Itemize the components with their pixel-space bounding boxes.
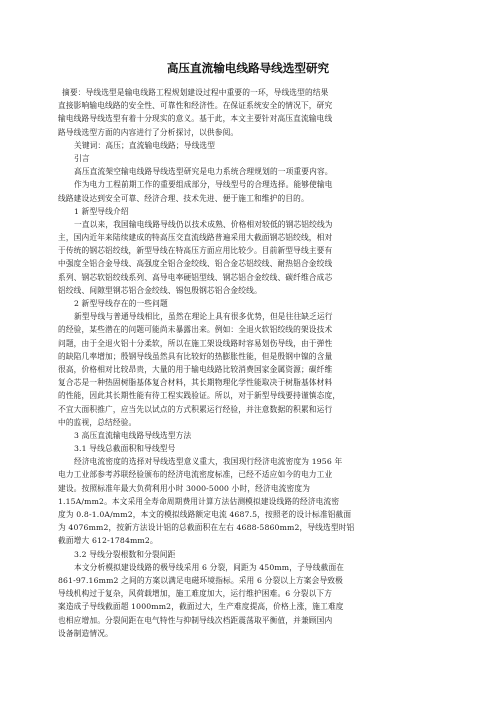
body-text-line: 1 新型导线介绍 [74,206,129,216]
body-text-line: 设备制造情况。 [58,628,113,638]
document-title: 高压直流输电线路导线选型研究 [166,61,330,75]
body-text-line: 关键词：高压；直流输电线路；导线选型 [74,140,216,150]
body-text-line: 1.15A/mm2。本文采用全寿命周期费用计算方法估测模拟建设线路的经济电流密 [58,496,340,506]
body-text-line: 案造成子导线截面超 1000mm2，截面过大，生产难度提高，价格上涨，施工难度 [58,602,344,612]
body-text-line: 路导线选型方面的内容进行了分析探讨，以供参阅。 [58,127,239,137]
body-text-line: 861-97.16mm2 之间的方案以满足电磁环境指标。采用 6 分裂以上方案会导致极 [58,575,343,585]
body-text-line: 于传统的钢芯铝绞线，新型导线在特高压方面应用比较少。目前新型导线主要有 [58,246,333,256]
body-text-line: 2 新型导线存在的一些问题 [74,299,168,308]
body-text-line: 电力工业部参考苏联经验颁布的经济电流密度标准，已经不适应如今的电力工业 [58,470,333,480]
body-text-line: 摘要：导线选型是输电线路工程规划建设过程中重要的一环，导线选型的结果 [62,88,329,97]
body-text-line: 建设。按照标准年最大负荷利用小时 3000-5000 小时，经济电流密度为 [58,483,311,493]
body-text-line: 线路建设达到安全可靠、经济合理、技术先进、便于施工和维护的目的。 [58,193,309,203]
body-text-line: 的缺陷几率增加；殷钢导线虽然具有比较好的热膨胀性能，但是殷钢中镍的含量 [58,351,333,361]
body-text-line: 3.2 导线分裂根数和分裂间距 [74,549,176,559]
body-text-line: 直接影响输电线路的安全性、可靠性和经济性。在保证系统安全的情况下，研究 [58,101,333,111]
body-text-line: 一直以来，我国输电线路导线仍以技术成熟、价格相对较低的钢芯铝绞线为 [74,219,333,229]
body-text-line: 系列、钢芯软铝绞线系列、高导电率硬铝型线、钢芯铝合金绞线、碳纤维合成芯 [58,272,333,282]
body-text-line: 很高，价格相对比较昂贵，大量的用于输电线路比较消费国家金属资源；碳纤维 [58,364,333,374]
body-text-line: 导线机构过于复杂，风荷载增加，施工难度加大，运行维护困难。6 分裂以下方 [58,589,333,599]
body-text-line: 3.1 导线总截面积和导线型号 [74,444,176,454]
document-body [58,86,444,640]
body-text-line: 截面增大 612-1784mm2。 [58,536,158,546]
body-text-line: 的经验，某些潜在的问题可能尚未暴露出来。例如：全退火软铝绞线的架设技术 [58,325,333,335]
body-text-line: 新型导线与普通导线相比，虽然在理论上具有很多优势，但是往往缺乏运行 [74,312,333,322]
body-text-line: 铝绞线、间隙型钢芯铝合金绞线、锡包殷钢芯铝合金绞线。 [58,285,262,295]
body-text-line: 输电线路导线选型有着十分现实的意义。基于此，本文主要针对高压直流输电线 [58,114,333,124]
body-text-line: 3 高压直流输电线路导线选型方法 [74,430,192,440]
body-text-line: 作为电力工程前期工作的重要组成部分，导线型号的合理选择。能够使输电 [74,180,333,190]
body-text-line: 经济电流密度的选择对导线选型意义重大，我国现行经济电流密度为 1956 年 [74,457,343,467]
body-text-line: 高压直流架空输电线路导线选型研究是电力系统合理规划的一项重要内容。 [74,167,333,177]
body-text-line: 本文分析模拟建设线路的极导线采用 6 分裂，间距为 450mm，子导线截面在 [74,562,345,572]
body-text-line: 不宜大面积推广，应当先以试点的方式积累运行经验，并注意数据的积累和运行 [58,404,333,414]
body-text-line: 引言 [74,153,90,163]
body-text-line: 中的监视，总结经验。 [58,417,137,427]
body-text-line: 的性能，因此其长期性能有待工程实践验证。所以，对于新型导线要持谨慎态度， [58,391,341,401]
body-text-line: 也相应增加。分裂间距在电气特性与抑制导线次档距震荡取平衡值，并兼顾国内 [58,615,333,625]
body-text-line: 复合芯是一种热固树脂基体复合材料，其长期物理化学性能取决于树脂基体材料 [58,378,333,388]
body-text-line: 为 4076mm2，按新方法设计铝的总截面积在左右 4688-5860mm2，导线选型时铝 [58,523,355,533]
body-text-line: 问题，由于全退火铝十分柔软，所以在施工架设线路时容易划伤导线，由于弹性 [58,338,333,348]
body-text-line: 中强度全铝合金导线、高强度全铝合金绞线、铝合金芯铝绞线、耐热铝合金绞线 [58,259,333,269]
body-text-line: 主，国内近年来陆续建成的特高压交直流线路普遍采用大截面钢芯铝绞线，相对 [58,233,333,243]
body-text-line: 度为 0.8-1.0A/mm2，本文的模拟线路额定电流 4687.5，按照老的设计标准铝截面 [58,510,352,519]
